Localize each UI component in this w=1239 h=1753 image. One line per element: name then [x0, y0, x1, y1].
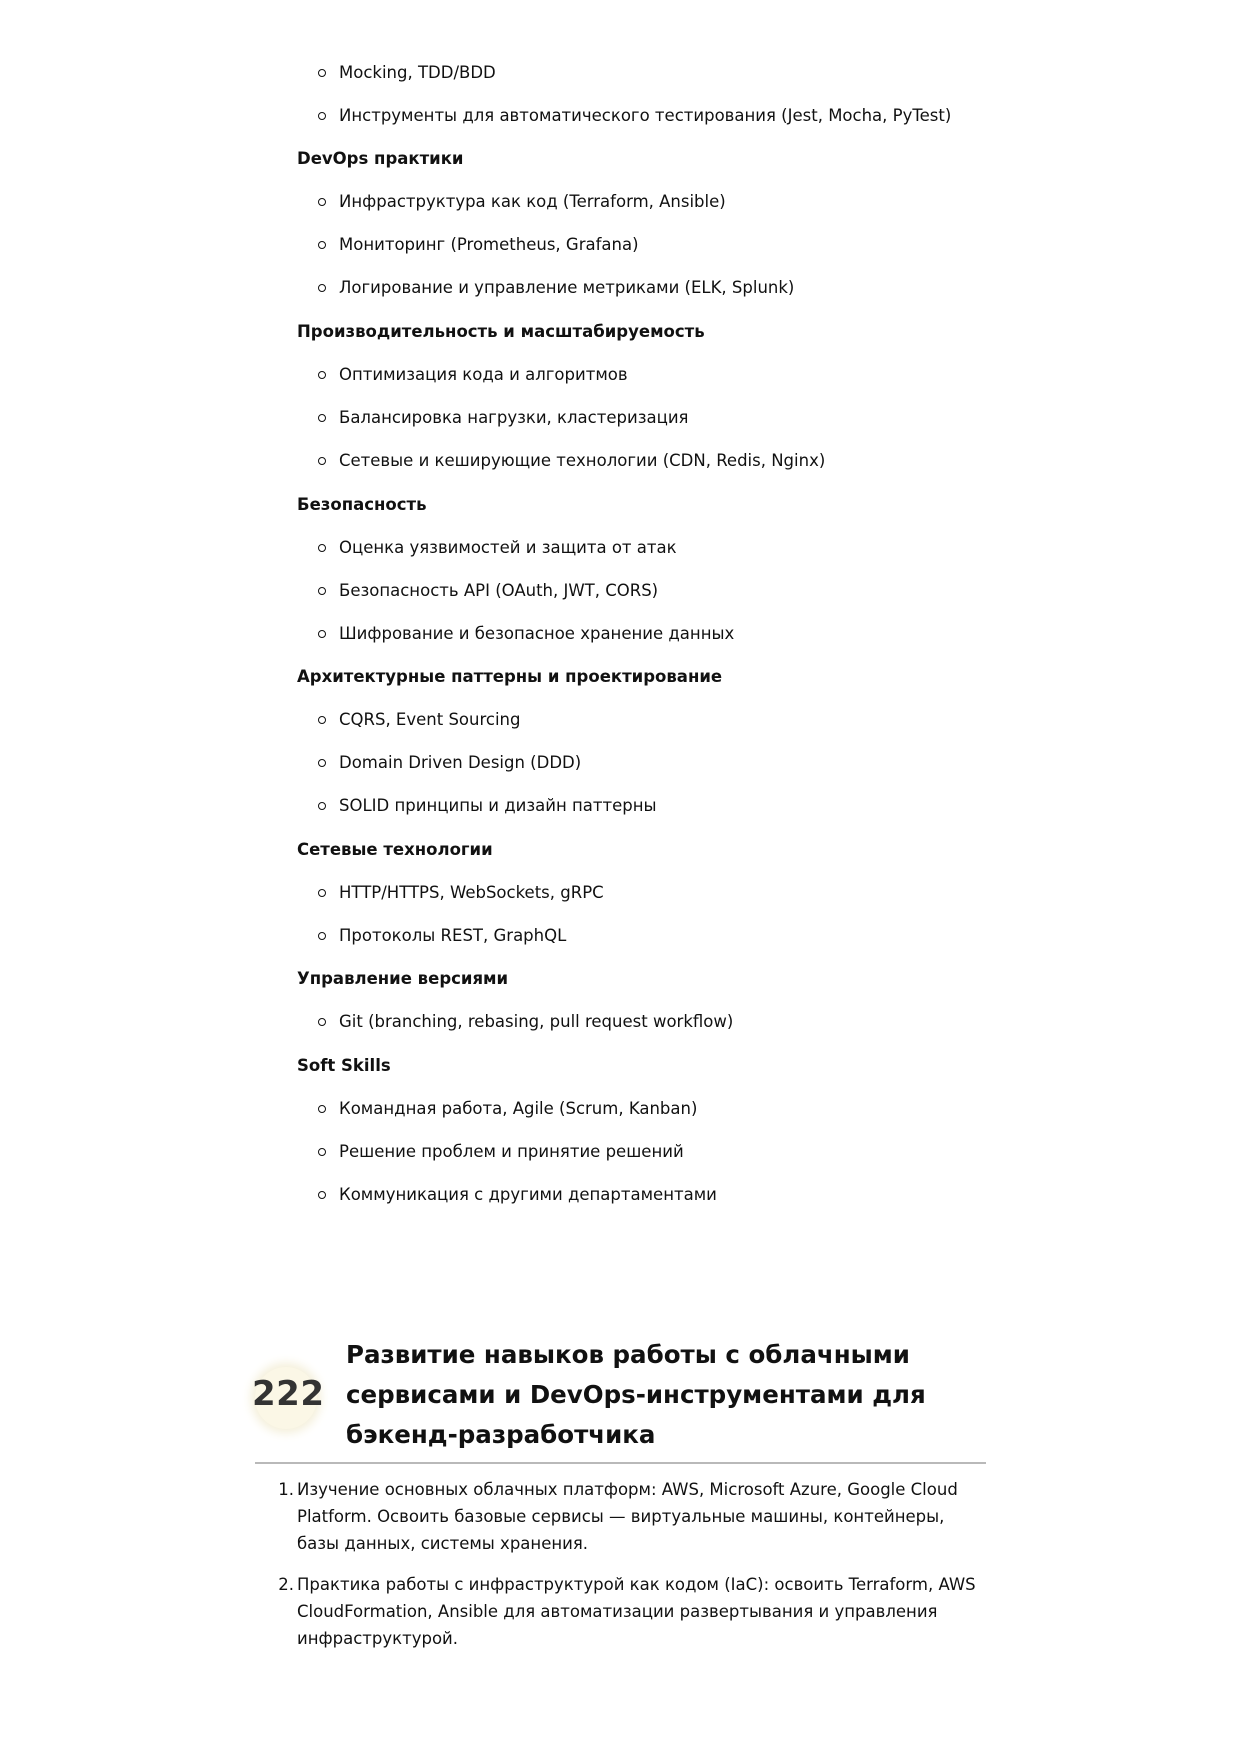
- hollow-bullet-icon: [318, 1105, 326, 1113]
- hollow-bullet-icon: [318, 284, 326, 292]
- header-divider: [255, 1462, 986, 1464]
- chapter-header: [252, 1322, 986, 1464]
- hollow-bullet-icon: [318, 371, 326, 379]
- hollow-bullet-icon: [318, 69, 326, 77]
- hollow-bullet-icon: [318, 1191, 326, 1199]
- hollow-bullet-icon: [318, 716, 326, 724]
- hollow-bullet-icon: [318, 544, 326, 552]
- paragraph-number: 2.: [278, 1575, 294, 1594]
- hollow-bullet-icon: [318, 759, 326, 767]
- hollow-bullet-icon: [318, 414, 326, 422]
- paragraph: Практика работы с инфраструктурой как кодом (IaC): освоить Terraform, AWS CloudFormation, Ansible для автоматизации развертывания и управления инфраструктурой.: [297, 1575, 976, 1648]
- hollow-bullet-icon: [318, 587, 326, 595]
- chapter-title: Развитие навыков работы с облачными сервисами и DevOps-инструментами для бэкенд-разработчика: [346, 1340, 926, 1449]
- paragraph: Изучение основных облачных платформ: AWS, Microsoft Azure, Google Cloud Platform. Освоить базовые сервисы — виртуальные машины, контейнеры, базы данных, системы хранения.: [297, 1480, 958, 1553]
- chapter-number: 222: [252, 1374, 325, 1414]
- hollow-bullet-icon: [318, 802, 326, 810]
- document-page: Mocking, TDD/BDD Инструменты для автоматического тестирования (Jest, Mocha, PyTest) DevOps практики Инфраструктура как код (Terraform, Ansible) Мониторинг (Prometheus, Grafana) Логирование и управление метриками (ELK, Splunk) Производительность и масштабируемость Оптимизация кода и алгоритмов Балансировка нагрузки, кластеризация Сетевые и кеширующие технологии (CDN, Redis, Nginx) Безопасность Оценка уязвимостей и защита от атак Безопасность API (OAuth, JWT, CORS) Шифрование и безопасное хранение данных Архитектурные паттерны и проектирование CQRS, Event Sourcing Domain Driven Design (DDD) SOLID принципы и дизайн паттерны Сетевые технологии HTTP/HTTPS, WebSockets, gRPC Протоколы REST, GraphQL Управление версиями Git (branching, rebasing, pull request workflow) Soft Skills Командная работа, Agile (Scrum, Kanban) Решение проблем и принятие решений Коммуникация с другими департаментами 222 Развитие навыков работы с облачными сервисами и DevOps-инструментами для бэкенд-разработчика 1. Изучение основных облачных платформ: AWS, Microsoft Azure, Google Cloud Platform. Освоить базовые сервисы — виртуальные машины, контейнеры, базы данных, системы хранения. 2. Практика работы с инфраструктурой как кодом (IaC): освоить Terraform, AWS CloudFormation, Ansible для автоматизации развертывания и управления инфраструктурой.: [0, 0, 1239, 1753]
- hollow-bullet-icon: [318, 1148, 326, 1156]
- hollow-bullet-icon: [318, 241, 326, 249]
- hollow-bullet-icon: [318, 630, 326, 638]
- paragraph-number: 1.: [278, 1480, 294, 1499]
- hollow-bullet-icon: [318, 889, 326, 897]
- hollow-bullet-icon: [318, 932, 326, 940]
- hollow-bullet-icon: [318, 112, 326, 120]
- hollow-bullet-icon: [318, 457, 326, 465]
- hollow-bullet-icon: [318, 198, 326, 206]
- hollow-bullet-icon: [318, 1018, 326, 1026]
